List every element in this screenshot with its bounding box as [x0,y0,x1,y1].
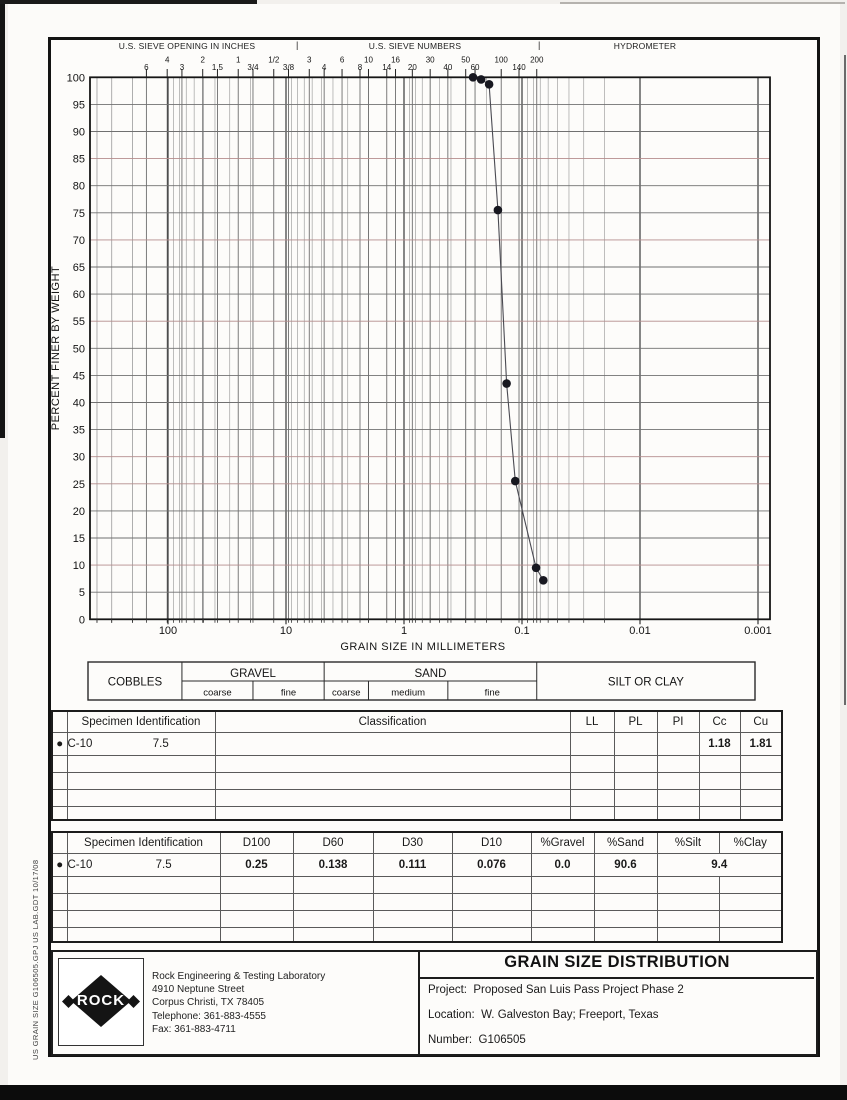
sieve-label: 60 [470,63,480,72]
table-row-empty [52,893,782,910]
y-tick-label: 80 [72,180,85,193]
company-name: Rock Engineering & Testing Laboratory [152,971,326,982]
sieve-label: 4 [164,55,170,65]
band-cobbles-label: COBBLES [107,676,163,689]
band-sand-label: SAND [414,668,447,680]
header-sieve-inches: U.S. SIEVE OPENING IN INCHES [118,41,256,51]
table-row-empty [52,927,782,942]
table-header-row [52,832,782,853]
company-phone: Telephone: 361-883-4555 [152,1010,266,1022]
sieve-label: 100 [494,55,508,65]
ll-value [570,732,614,755]
col-d10: D10 [452,832,531,853]
scan-artifact-top-strip [0,0,257,4]
scan-artifact-top-right-line [560,2,845,4]
col-clay: %Clay [719,832,782,853]
x-tick-label: 10 [279,625,293,637]
classification-value [215,732,570,755]
sieve-label: 6 [144,63,149,72]
gradation-curve [473,77,543,580]
col-cu: Cu [740,711,782,732]
y-tick-label: 35 [72,424,85,437]
y-tick-label: 20 [72,505,85,518]
classification-table [51,710,783,821]
specimen-depth: 7.5 [152,737,169,750]
col-classification: Classification [215,711,570,732]
sieve-label: 1.5 [211,63,224,72]
band-sand-medium-label: medium [391,687,426,699]
header-separator-2: | [538,40,541,50]
col-silt: %Silt [657,832,719,853]
d30-value: 0.111 [373,853,452,876]
company-logo [58,958,144,1046]
company-fax: Fax: 361-883-4711 [152,1023,236,1035]
sieve-label: 1/2 [268,55,280,65]
y-tick-label: 25 [72,478,85,491]
project-label: Project: [428,984,467,996]
sieve-label: 40 [443,63,453,72]
col-cc: Cc [699,711,740,732]
col-d60: D60 [293,832,373,853]
y-tick-label: 30 [72,451,85,464]
y-tick-label: 75 [72,207,85,220]
data-point [485,80,494,89]
y-tick-label: 95 [72,99,85,112]
sieve-label: 1 [236,55,241,65]
pi-value [657,732,699,755]
y-tick-label: 65 [72,262,85,274]
col-sand: %Sand [594,832,657,853]
y-tick-label: 100 [66,72,85,85]
sieve-label: 3 [307,55,312,65]
sieve-label: 200 [530,55,544,65]
table-row-empty [52,755,782,772]
header-sieve-numbers: U.S. SIEVE NUMBERS [368,41,462,51]
sieve-label: 20 [407,63,417,72]
location-label: Location: [428,1009,475,1021]
pl-value [614,732,657,755]
y-tick-label: 45 [72,370,85,383]
sieve-label: 30 [425,55,435,65]
x-axis-title: GRAIN SIZE IN MILLIMETERS [340,641,506,653]
x-tick-label: 100 [158,625,178,637]
company-address [152,970,412,1036]
grading-table [51,831,783,943]
table-row-empty [52,772,782,789]
sieve-label: 140 [512,63,526,72]
specimen-symbol: ● [52,853,67,876]
specimen-id: C-10 [67,737,93,750]
data-point [502,379,511,388]
cc-value: 1.18 [699,732,740,755]
y-tick-label: 60 [72,289,85,302]
sieve-label: 16 [391,55,400,65]
silt-clay-pct-value: 9.4 [657,853,782,876]
y-tick-label: 15 [72,533,85,545]
sieve-label: 2 [200,55,205,65]
table-row-empty [52,789,782,806]
col-specimen-id: Specimen Identification [67,832,220,853]
d60-value: 0.138 [293,853,373,876]
y-tick-label: 90 [72,126,85,139]
sieve-label: 50 [461,55,471,65]
band-sand-coarse-label: coarse [332,687,361,699]
margin-filename-note: US GRAIN SIZE G106505.GPJ US LAB.GDT 10/17/08 [31,859,40,1060]
sieve-label: 3/4 [247,63,259,72]
col-d100: D100 [220,832,293,853]
band-gravel-fine-label: fine [280,687,297,699]
data-point [469,73,478,82]
number-value: G106505 [478,1034,526,1046]
table-row-empty [52,910,782,927]
band-sand-fine-label: fine [484,687,500,699]
number-label: Number: [428,1034,473,1046]
sand-pct-value: 90.6 [594,853,657,876]
y-tick-label: 55 [72,316,85,329]
cu-value: 1.81 [740,732,782,755]
location-line [428,1009,659,1021]
number-line [428,1034,526,1046]
scan-artifact-bottom-bar [0,1085,847,1100]
x-tick-label: 0.01 [629,625,651,637]
col-d30: D30 [373,832,452,853]
gravel-pct-value: 0.0 [531,853,594,876]
x-tick-label: 0.1 [514,625,530,637]
table-row-empty [52,876,782,893]
company-street: 4910 Neptune Street [152,984,245,996]
data-point [511,477,520,486]
company-city: Corpus Christi, TX 78405 [152,997,265,1009]
y-tick-label: 40 [72,397,85,410]
x-tick-label: 0.001 [744,625,772,637]
logo-text: ROCK [76,992,126,1009]
d10-value: 0.076 [452,853,531,876]
table-row-empty [52,806,782,820]
scan-artifact-right-edge [844,55,846,705]
table-header-row [52,711,782,732]
project-value: Proposed San Luis Pass Project Phase 2 [473,984,684,996]
report-title: GRAIN SIZE DISTRIBUTION [504,953,730,971]
d100-value: 0.25 [220,853,293,876]
header-separator-1: | [296,40,299,50]
y-tick-label: 85 [72,153,85,166]
x-tick-label: 1 [400,625,408,637]
sieve-label: 8 [357,63,363,72]
data-point [532,564,541,573]
header-hydrometer: HYDROMETER [613,41,677,51]
y-tick-label: 50 [72,343,85,356]
col-pi: PI [657,711,699,732]
sieve-label: 4 [321,63,327,72]
table-row [52,853,782,876]
sieve-label: 3/8 [282,63,295,72]
specimen-depth: 7.5 [155,858,172,871]
data-point [477,75,486,84]
y-tick-label: 10 [72,560,85,573]
band-gravel-label: GRAVEL [230,668,276,680]
col-specimen-id: Specimen Identification [67,711,215,732]
project-line [428,984,684,996]
col-pl: PL [614,711,657,732]
y-axis-title: PERCENT FINER BY WEIGHT [50,265,62,431]
specimen-id: C-10 [67,858,93,871]
y-tick-label: 5 [78,587,85,600]
table-row [52,732,782,755]
data-point [494,206,503,215]
sieve-label: 10 [364,55,373,65]
y-tick-label: 0 [78,614,85,627]
sieve-label: 6 [339,55,345,65]
title-underline [419,977,814,979]
band-gravel-coarse-label: coarse [203,687,232,699]
sieve-label: 3 [179,63,185,72]
col-gravel: %Gravel [531,832,594,853]
sieve-label: 14 [382,63,392,72]
specimen-symbol: ● [52,732,67,755]
scan-artifact-left-strip [0,0,5,438]
data-point [539,576,548,585]
band-silt-clay-label: SILT OR CLAY [607,676,684,689]
col-ll: LL [570,711,614,732]
location-value: W. Galveston Bay; Freeport, Texas [481,1009,659,1021]
y-tick-label: 70 [72,234,85,247]
